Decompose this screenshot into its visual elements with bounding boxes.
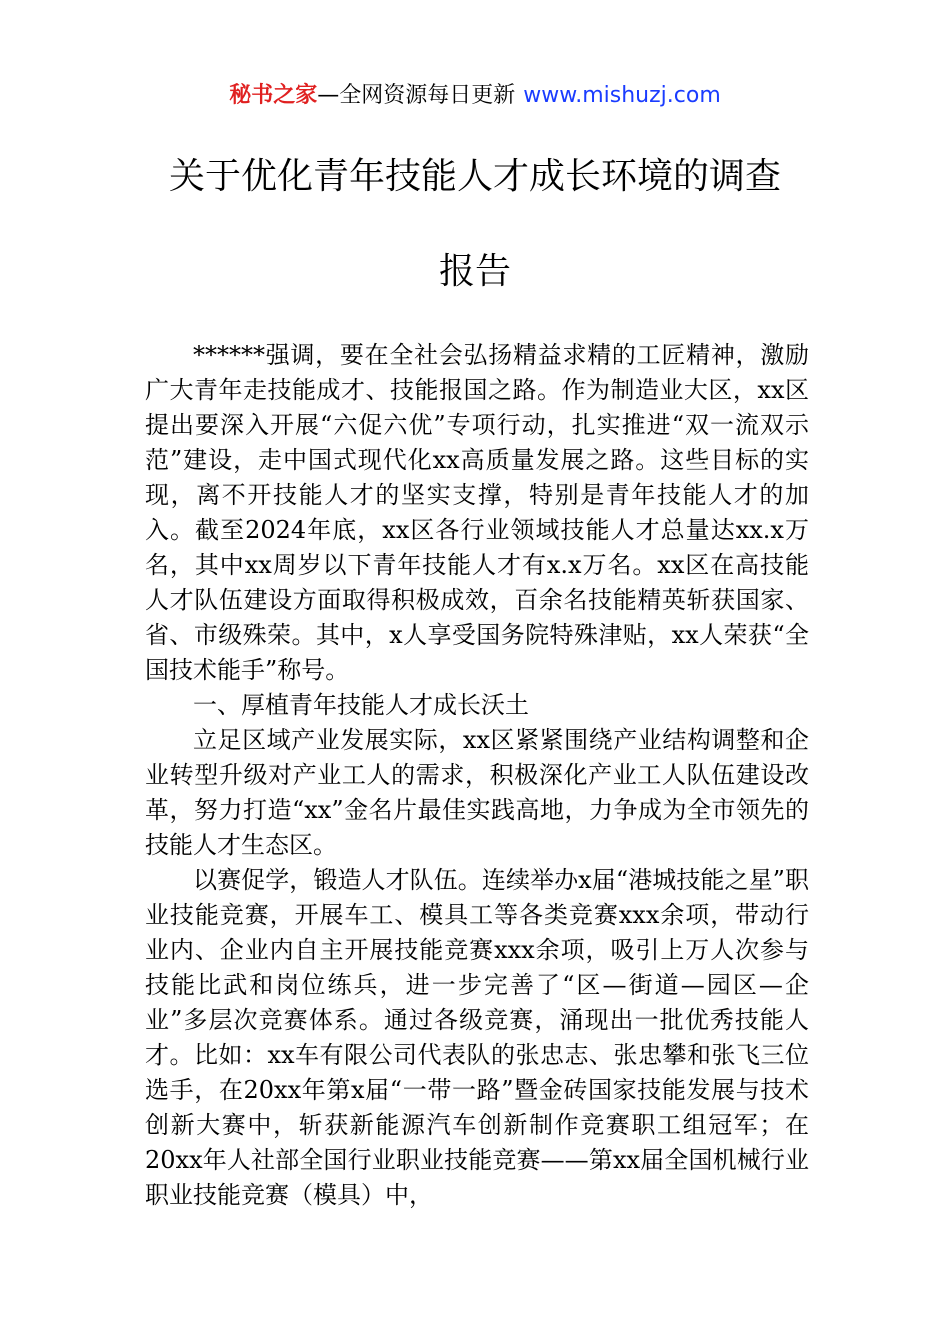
- section-paragraph: 立足区域产业发展实际，xx区紧紧围绕产业结构调整和企业转型升级对产业工人的需求，积极深化产业工人队伍建设改革，努力打造“xx”金名片最佳实践高地，力争成为全市领先的技能人才生态区。: [145, 726, 809, 859]
- intro-paragraph: ******强调，要在全社会弘扬精益求精的工匠精神，激励广大青年走技能成才、技能报国之路。作为制造业大区，xx区提出要深入开展“六促六优”专项行动，扎实推进“双一流双示范”建设，走中国式现代化xx高质量发展之路。这些目标的实现，离不开技能人才的坚实支撑，特别是青年技能人才的加入。截至2024年底，xx区各行业领域技能人才总量达xx.x万名，其中xx周岁以下青年技能人才有x.x万名。xx区在高技能人才队伍建设方面取得积极成效，百余名技能精英斩获国家、省、市级殊荣。其中，x人享受国务院特殊津贴，xx人荣获“全国技术能手”称号。: [145, 341, 809, 684]
- banner-tagline: —全网资源每日更新: [317, 83, 516, 108]
- section-heading: 一、厚植青年技能人才成长沃土: [193, 691, 529, 719]
- document-title-line2: 报告: [438, 251, 511, 292]
- section-paragraph: 以赛促学，锻造人才队伍。连续举办x届“港城技能之星”职业技能竞赛，开展车工、模具工等各类竞赛xxx余项，带动行业内、企业内自主开展技能竞赛xxx余项，吸引上万人次参与技能比武和岗位练兵，进一步完善了“区—街道—园区—企业”多层次竞赛体系。通过各级竞赛，涌现出一批优秀技能人才。比如：xx车有限公司代表队的张忠志、张忠攀和张飞三位选手，在20xx年第x届“一带一路”暨金砖国家技能发展与技术创新大赛中，斩获新能源汽车创新制作竞赛职工组冠军；在20xx年人社部全国行业职业技能竞赛——第xx届全国机械行业职业技能竞赛（模具）中，: [145, 866, 809, 1209]
- document-title-line1: 关于优化青年技能人才成长环境的调查: [168, 156, 781, 197]
- banner-url-link[interactable]: www.mishuzj.com: [523, 83, 721, 108]
- document-body: [145, 338, 809, 1213]
- banner-brand: 秘书之家: [229, 83, 318, 108]
- site-banner: [0, 80, 950, 112]
